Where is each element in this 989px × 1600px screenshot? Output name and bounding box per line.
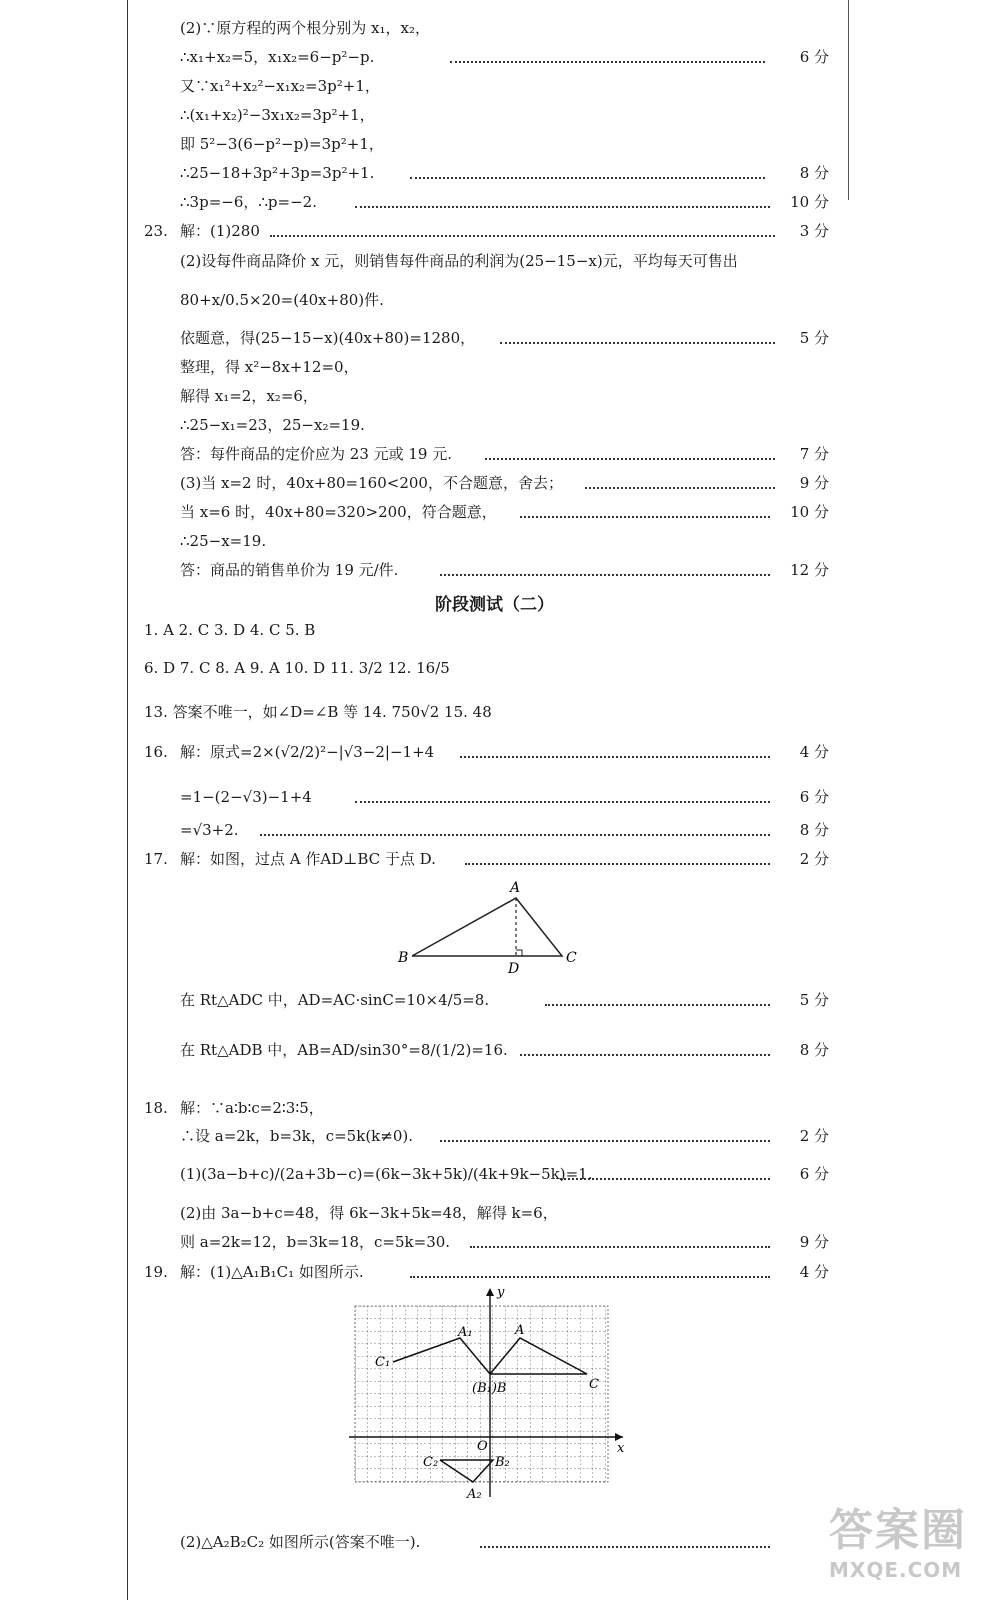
label-a2: A₂	[467, 1487, 482, 1502]
solution-line: 解得 x₁=2，x₂=6，	[180, 387, 318, 405]
label-c2: C₂	[423, 1455, 439, 1470]
score-label: 9 分	[799, 1233, 829, 1251]
score-label: 5 分	[799, 329, 829, 347]
solution-line: 答：商品的销售单价为 19 元/件. 12 分	[0, 558, 989, 582]
label-b1b: (B₁)B	[472, 1381, 507, 1396]
solution-line: ∴3p=−6，∴p=−2. 10 分	[0, 190, 989, 214]
label-b2: B₂	[495, 1455, 510, 1470]
solution-line: 依题意，得(25−15−x)(40x+80)=1280， 5 分	[0, 326, 989, 350]
score-label: 10 分	[790, 193, 829, 211]
question-23: 23. 解：(1)280 3 分	[0, 219, 989, 243]
question-16: 16. 解：原式=2×(√2/2)²−|√3−2|−1+4 4 分	[0, 740, 989, 764]
right-angle-mark	[516, 950, 522, 956]
solution-line: (2)∵原方程的两个根分别为 x₁，x₂，	[180, 19, 430, 37]
solution-line: ∴25−x₁=23，25−x₂=19.	[180, 416, 365, 434]
answer-row: 6. D 7. C 8. A 9. A 10. D 11. 3/2 12. 16/5	[144, 659, 450, 677]
score-label: 6 分	[799, 1165, 829, 1183]
label-c: C	[566, 950, 577, 966]
score-label: 3 分	[799, 222, 829, 240]
score-label: 9 分	[799, 474, 829, 492]
score-label: 8 分	[799, 164, 829, 182]
solution-line: ∴(x₁+x₂)²−3x₁x₂=3p²+1，	[180, 106, 375, 124]
solution-line: =√3+2. 8 分	[0, 818, 989, 842]
solution-line: 即 5²−3(6−p²−p)=3p²+1，	[180, 135, 384, 153]
score-label: 6 分	[799, 48, 829, 66]
score-label: 8 分	[799, 1041, 829, 1059]
y-axis-arrow	[486, 1288, 494, 1296]
answer-row: 13. 答案不唯一，如∠D=∠B 等 14. 750√2 15. 48	[144, 703, 492, 721]
label-y: y	[497, 1285, 505, 1300]
solution-line: 则 a=2k=12，b=3k=18，c=5k=30. 9 分	[0, 1230, 989, 1254]
label-x: x	[617, 1441, 625, 1456]
solution-line: 在 Rt△ADB 中，AB=AD/sin30°=8/(1/2)=16. 8 分	[0, 1038, 989, 1062]
watermark: 答案圈 MXQE.COM	[829, 1505, 967, 1582]
solution-line: (2)△A₂B₂C₂ 如图所示(答案不唯一).	[0, 1530, 989, 1554]
score-label: 6 分	[799, 788, 829, 806]
score-label: 12 分	[790, 561, 829, 579]
score-label: 2 分	[799, 850, 829, 868]
solution-line: ∴25−18+3p²+3p=3p²+1. 8 分	[0, 161, 989, 185]
solution-line: (2)设每件商品降价 x 元，则销售每件商品的利润为(25−15−x)元，平均每天可售出	[180, 252, 738, 270]
x-axis-arrow	[615, 1433, 623, 1441]
question-18: 18. 解：∵a∶b∶c=2∶3∶5，	[144, 1099, 324, 1117]
score-label: 10 分	[790, 503, 829, 521]
label-o: O	[477, 1439, 488, 1454]
solution-line: =1−(2−√3)−1+4 6 分	[0, 785, 989, 809]
solution-line: ∴x₁+x₂=5，x₁x₂=6−p²−p. 6 分	[0, 45, 989, 69]
solution-line: 当 x=6 时，40x+80=320>200，符合题意， 10 分	[0, 500, 989, 524]
label-b: B	[398, 950, 409, 966]
solution-line: (2)由 3a−b+c=48，得 6k−3k+5k=48，解得 k=6，	[180, 1204, 558, 1222]
score-label: 5 分	[799, 991, 829, 1009]
label-c: C	[589, 1377, 599, 1392]
solution-line: ∴设 a=2k，b=3k，c=5k(k≠0). 2 分	[0, 1124, 989, 1148]
question-19: 19. 解：(1)△A₁B₁C₁ 如图所示. 4 分	[0, 1260, 989, 1284]
score-label: 4 分	[799, 743, 829, 761]
triangle-figure	[390, 876, 590, 976]
score-label: 2 分	[799, 1127, 829, 1145]
solution-line: 在 Rt△ADC 中，AD=AC·sinC=10×4/5=8. 5 分	[0, 988, 989, 1012]
solution-line: (3)当 x=2 时，40x+80=160<200，不合题意，舍去； 9 分	[0, 471, 989, 495]
label-a: A	[510, 880, 521, 896]
solution-line: 80+x/0.5×20=(40x+80)件.	[180, 291, 384, 309]
label-a1: A₁	[458, 1325, 473, 1340]
question-17: 17. 解：如图，过点 A 作AD⊥BC 于点 D. 2 分	[0, 847, 989, 871]
coordinate-grid-figure	[345, 1282, 635, 1512]
score-label: 4 分	[799, 1263, 829, 1281]
answer-row: 1. A 2. C 3. D 4. C 5. B	[144, 621, 316, 639]
label-a: A	[515, 1323, 525, 1338]
solution-line: 又∵x₁²+x₂²−x₁x₂=3p²+1，	[180, 77, 380, 95]
solution-line: 答：每件商品的定价应为 23 元或 19 元. 7 分	[0, 442, 989, 466]
solution-line: ∴25−x=19.	[180, 532, 267, 550]
solution-line: 整理，得 x²−8x+12=0，	[180, 358, 359, 376]
label-c1: C₁	[375, 1355, 391, 1370]
solution-line: (1)(3a−b+c)/(2a+3b−c)=(6k−3k+5k)/(4k+9k−5k)=1. 6 分	[0, 1162, 989, 1186]
section-title: 阶段测试（二）	[435, 595, 554, 615]
score-label: 8 分	[799, 821, 829, 839]
score-label: 7 分	[799, 445, 829, 463]
triangle-abc	[412, 898, 562, 956]
label-d: D	[508, 961, 520, 976]
